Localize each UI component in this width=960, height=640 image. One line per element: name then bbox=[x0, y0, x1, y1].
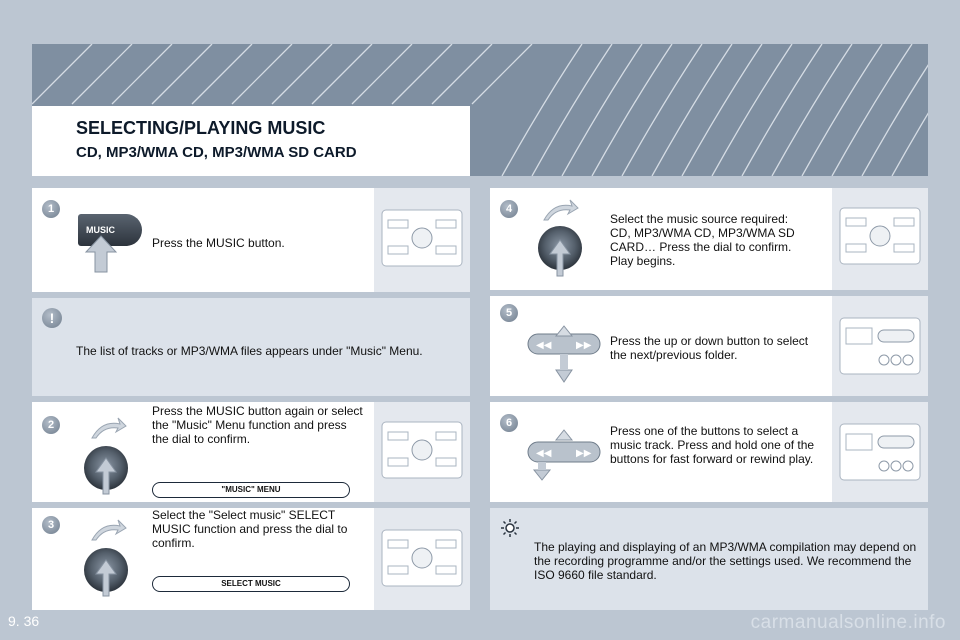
seek-buttons-icon bbox=[524, 424, 604, 484]
tip-text: The playing and displaying of an MP3/WMA compilation may depend on the recording programme and/or the settings used. We recommend the ISO 9660 file standard. bbox=[534, 540, 917, 582]
radio-thumbnail bbox=[374, 402, 470, 502]
step-1-text: Press the MUSIC button. bbox=[152, 236, 285, 250]
radio-panel-image bbox=[374, 188, 470, 292]
press-arrow-icon bbox=[548, 238, 572, 278]
step-number-badge: 3 bbox=[42, 516, 60, 534]
page-subtitle: CD, MP3/WMA CD, MP3/WMA SD CARD bbox=[76, 144, 357, 161]
step-4-panel bbox=[490, 188, 928, 290]
page-number: 9. 36 bbox=[8, 613, 40, 629]
step-2-text: Press the MUSIC button again or select the "Music" Menu function and press the dial to confirm. bbox=[152, 404, 363, 446]
lightbulb-icon bbox=[500, 518, 520, 538]
tip-panel bbox=[490, 508, 928, 610]
radio-panel-image bbox=[374, 508, 470, 610]
seek-buttons-icon bbox=[524, 324, 604, 384]
step-5-panel bbox=[490, 296, 928, 396]
press-arrow-icon bbox=[94, 558, 118, 598]
step-number-badge: 6 bbox=[500, 414, 518, 432]
radio-thumbnail bbox=[832, 296, 928, 396]
radio-thumbnail bbox=[832, 402, 928, 502]
rotate-arrow-icon bbox=[88, 416, 128, 440]
step-number-badge: 2 bbox=[42, 416, 60, 434]
radio-panel-image bbox=[832, 188, 928, 290]
title-box bbox=[32, 106, 470, 176]
rotate-arrow-icon bbox=[88, 518, 128, 542]
warning-icon: ! bbox=[42, 308, 62, 328]
svg-text:◀◀: ◀◀ bbox=[536, 340, 552, 351]
music-menu-pill: "MUSIC" MENU bbox=[152, 482, 350, 498]
step-number-badge: 1 bbox=[42, 200, 60, 218]
up-arrow-icon bbox=[84, 234, 118, 274]
step-6-panel bbox=[490, 402, 928, 502]
step-1-panel bbox=[32, 188, 470, 292]
warning-panel bbox=[32, 298, 470, 396]
warning-text: The list of tracks or MP3/WMA files appears under "Music" Menu. bbox=[76, 344, 423, 358]
step-3-panel bbox=[32, 508, 470, 610]
radio-thumbnail bbox=[832, 188, 928, 290]
step-5-text: Press the up or down button to select the next/previous folder. bbox=[610, 334, 809, 362]
step-number-badge: 5 bbox=[500, 304, 518, 322]
radio-panel-image bbox=[832, 402, 928, 502]
press-arrow-icon bbox=[94, 456, 118, 496]
svg-text:◀◀: ◀◀ bbox=[536, 448, 552, 459]
rotate-arrow-icon bbox=[540, 198, 580, 222]
step-2-panel bbox=[32, 402, 470, 502]
page-title: SELECTING/PLAYING MUSIC bbox=[76, 118, 326, 138]
radio-thumbnail bbox=[374, 508, 470, 610]
step-4-text: Select the music source required: CD, MP3/WMA CD, MP3/WMA SD CARD… Press the dial to confirm. Play begins. bbox=[610, 212, 795, 268]
watermark: carmanualsonline.info bbox=[750, 612, 946, 633]
music-button-icon: MUSIC bbox=[78, 214, 142, 246]
step-number-badge: 4 bbox=[500, 200, 518, 218]
radio-panel-image bbox=[374, 402, 470, 502]
radio-thumbnail bbox=[374, 188, 470, 292]
svg-text:▶▶: ▶▶ bbox=[576, 340, 592, 351]
radio-panel-image bbox=[832, 296, 928, 396]
select-music-pill: SELECT MUSIC bbox=[152, 576, 350, 592]
step-3-text: Select the "Select music" SELECT MUSIC function and press the dial to confirm. bbox=[152, 508, 348, 550]
svg-text:▶▶: ▶▶ bbox=[576, 448, 592, 459]
step-6-text: Press one of the buttons to select a music track. Press and hold one of the buttons for fast forward or rewind play. bbox=[610, 424, 815, 466]
